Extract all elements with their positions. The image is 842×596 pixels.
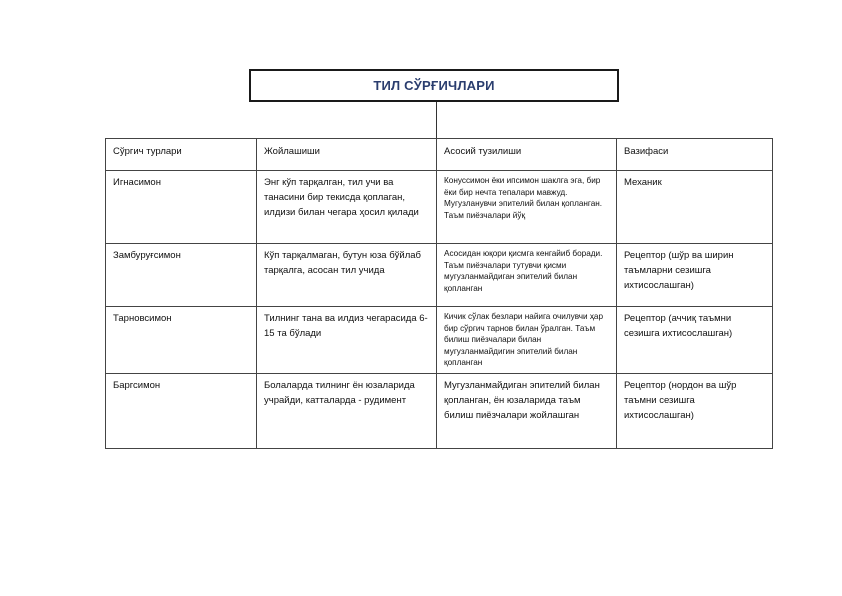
cell-function: Механик	[617, 171, 773, 244]
cell-location: Кўп тарқалмаган, бутун юза бўйлаб тарқалга, асосан тил учида	[257, 244, 437, 307]
table-row	[106, 244, 773, 307]
cell-type: Тарновсимон	[106, 307, 257, 374]
header-cell-structure: Асосий тузилиши	[437, 139, 617, 171]
header-cell-type: Сўргич турлари	[106, 139, 257, 171]
document-title: ТИЛ СЎРҒИЧЛАРИ	[373, 78, 495, 93]
cell-structure: Кичик сўлак безлари найига очилувчи ҳар бир сўргич тарнов билан ўралган. Таъм билиш пиёзчалари билан мугузланмайдигин эпителий билан қопланган	[437, 307, 617, 374]
cell-function: Рецептор (шўр ва ширин таъмларни сезишга ихтисослашган)	[617, 244, 773, 307]
header-cell-function: Вазифаси	[617, 139, 773, 171]
table-row	[106, 374, 773, 449]
cell-structure: Мугузланмайдиган эпителий билан қопланган, ён юзаларида таъм билиш пиёзчалари жойлашган	[437, 374, 617, 449]
table-row	[106, 307, 773, 374]
title-box	[249, 69, 619, 102]
cell-structure: Конуссимон ёки ипсимон шаклга эга, бир ёки бир нечта тепалари мавжуд. Мугузланувчи эпителий билан қопланган. Таъм пиёзчалари йўқ	[437, 171, 617, 244]
cell-location: Болаларда тилнинг ён юзаларида учрайди, катталарда - рудимент	[257, 374, 437, 449]
cell-location: Энг кўп тарқалган, тил учи ва танасини бир текисда қоплаган, илдизи билан чегара ҳосил қилади	[257, 171, 437, 244]
cell-type: Игнасимон	[106, 171, 257, 244]
table-row	[106, 171, 773, 244]
header-cell-location: Жойлашиши	[257, 139, 437, 171]
connector-line	[436, 102, 437, 138]
cell-function: Рецептор (нордон ва шўр таъмни сезишга ихтисослашган)	[617, 374, 773, 449]
papillae-table	[105, 138, 773, 449]
cell-function: Рецептор (аччиқ таъмни сезишга ихтисослашган)	[617, 307, 773, 374]
cell-type: Баргсимон	[106, 374, 257, 449]
cell-structure: Асосидан юқори қисмга кенгайиб боради. Таъм пиёзчалари тутувчи қисми мугузланмайдиган эпителий билан қопланган	[437, 244, 617, 307]
cell-location: Тилнинг тана ва илдиз чегарасида 6-15 та бўлади	[257, 307, 437, 374]
table-header-row	[106, 139, 773, 171]
cell-type: Замбуруғсимон	[106, 244, 257, 307]
